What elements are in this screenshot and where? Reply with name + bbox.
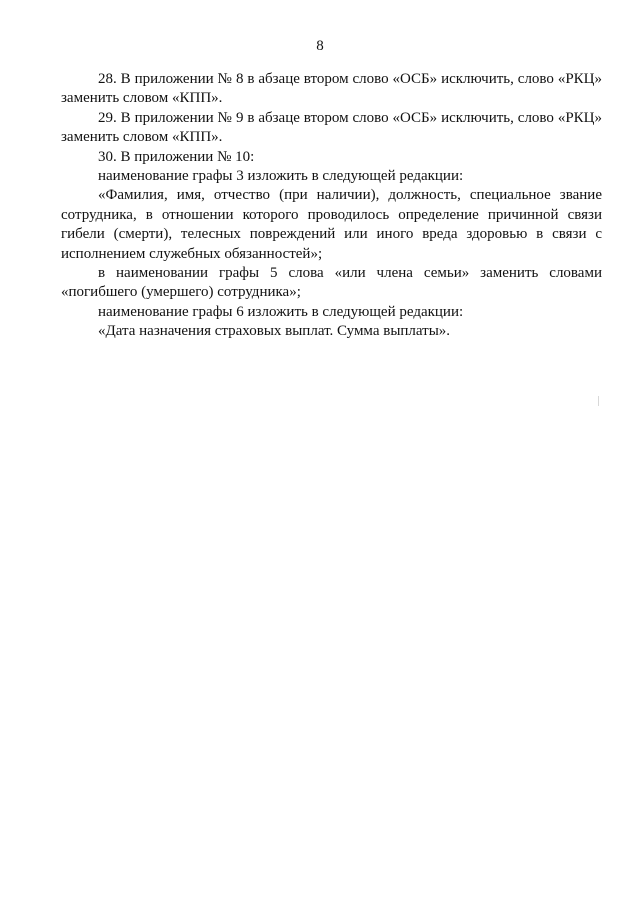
page-number: 8 xyxy=(316,38,324,54)
scan-artifact xyxy=(598,396,599,406)
paragraph-column-6-intro: наименование графы 6 изложить в следующей редакции: xyxy=(98,303,464,320)
paragraph-column-6-text: «Дата назначения страховых выплат. Сумма выплаты». xyxy=(98,323,451,340)
document-body xyxy=(61,70,602,342)
paragraph-item-30: 30. В приложении № 10: xyxy=(98,148,255,165)
paragraph-column-5-change: в наименовании графы 5 слова «или члена семьи» заменить словами «погибшего (умершего) сотрудника»; xyxy=(61,265,602,301)
paragraph-column-3-text: «Фамилия, имя, отчество (при наличии), должность, специальное звание сотрудника, в отношении которого проводилось определение причинной связи гибели (смерти), телесных повреждений или иного вреда здоровью в связи с исполнением служебных обязанностей»; xyxy=(61,187,602,262)
paragraph-item-29: 29. В приложении № 9 в абзаце втором слово «ОСБ» исключить, слово «РКЦ» заменить словом «КПП». xyxy=(61,109,602,146)
paragraph-column-3-intro: наименование графы 3 изложить в следующей редакции: xyxy=(98,168,464,185)
paragraph-item-28: 28. В приложении № 8 в абзаце втором слово «ОСБ» исключить, слово «РКЦ» заменить словом «КПП». xyxy=(61,71,602,107)
